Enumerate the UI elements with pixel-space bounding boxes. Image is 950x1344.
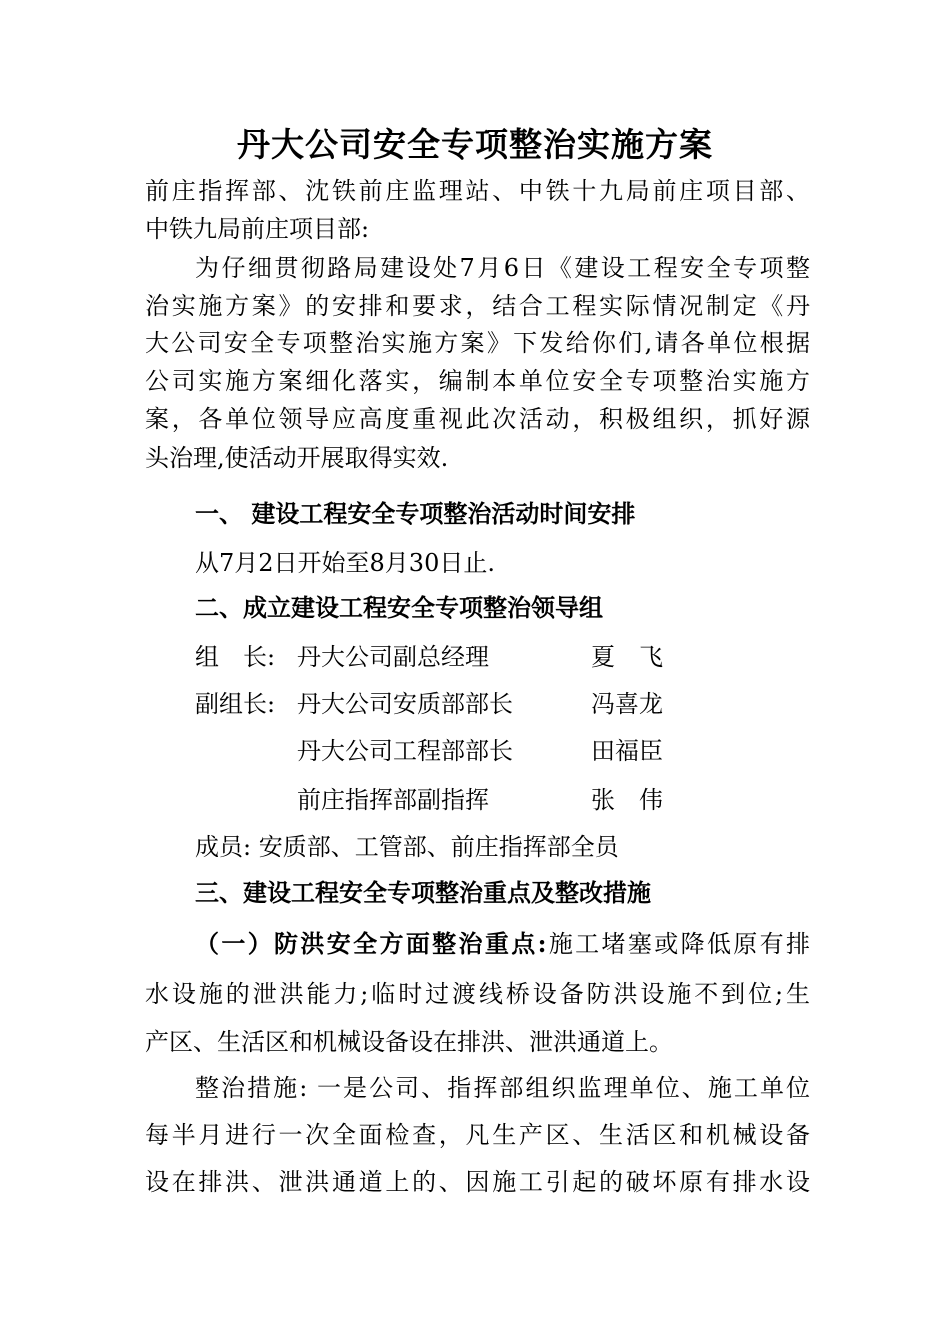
members-line: 成员: 安质部、工管部、前庄指挥部全员 <box>195 833 619 861</box>
measures-line: 设在排洪、泄洪通道上的、因施工引起的破坏原有排水设 <box>145 1168 810 1196</box>
intro-line: 治实施方案》的安排和要求，结合工程实际情况制定《丹 <box>145 292 810 320</box>
subsection-text: 施工堵塞或降低原有排 <box>546 930 811 958</box>
leader-role: 组 长: <box>195 643 276 671</box>
leader-role: 副组长: <box>195 690 276 718</box>
measures-line: 每半月进行一次全面检查，凡生产区、生活区和机械设备 <box>145 1121 810 1149</box>
intro-line: 案，各单位领导应高度重视此次活动，积极组织，抓好源 <box>145 405 810 433</box>
leader-name: 张 伟 <box>591 786 663 814</box>
leader-position: 丹大公司安质部部长 <box>297 690 513 718</box>
leader-name: 田福臣 <box>591 737 663 765</box>
subsection-line: 水设施的泄洪能力;临时过渡线桥设备防洪设施不到位;生 <box>145 980 810 1008</box>
addressee-line: 前庄指挥部、沈铁前庄监理站、中铁十九局前庄项目部、 <box>145 177 810 205</box>
subsection-line: 产区、生活区和机械设备设在排洪、泄洪通道上。 <box>145 1028 673 1056</box>
leader-position: 前庄指挥部副指挥 <box>297 786 489 814</box>
intro-line: 头治理,使活动开展取得实效. <box>145 444 449 472</box>
intro-line: 大公司安全专项整治实施方案》下发给你们,请各单位根据 <box>145 329 810 357</box>
leader-name: 夏 飞 <box>591 643 663 671</box>
section-text: 从7月2日开始至8月30日止. <box>195 549 495 577</box>
leader-position: 丹大公司副总经理 <box>297 643 489 671</box>
measures-line: 整治措施: 一是公司、指挥部组织监理单位、施工单位 <box>195 1074 810 1102</box>
section-heading: 二、成立建设工程安全专项整治领导组 <box>195 593 603 622</box>
section-heading: 三、建设工程安全专项整治重点及整改措施 <box>195 878 651 907</box>
subsection-label: （一）防洪安全方面整治重点: <box>195 929 547 958</box>
intro-line: 公司实施方案细化落实，编制本单位安全专项整治实施方 <box>145 367 810 395</box>
subsection-line <box>195 929 810 959</box>
intro-line: 为仔细贯彻路局建设处7月6日《建设工程安全专项整 <box>195 254 810 282</box>
leader-position: 丹大公司工程部部长 <box>297 737 513 765</box>
addressee-line: 中铁九局前庄项目部: <box>145 215 370 243</box>
leader-name: 冯喜龙 <box>591 690 663 718</box>
section-heading: 一、 建设工程安全专项整治活动时间安排 <box>195 499 636 528</box>
document-title: 丹大公司安全专项整治实施方案 <box>237 125 713 164</box>
